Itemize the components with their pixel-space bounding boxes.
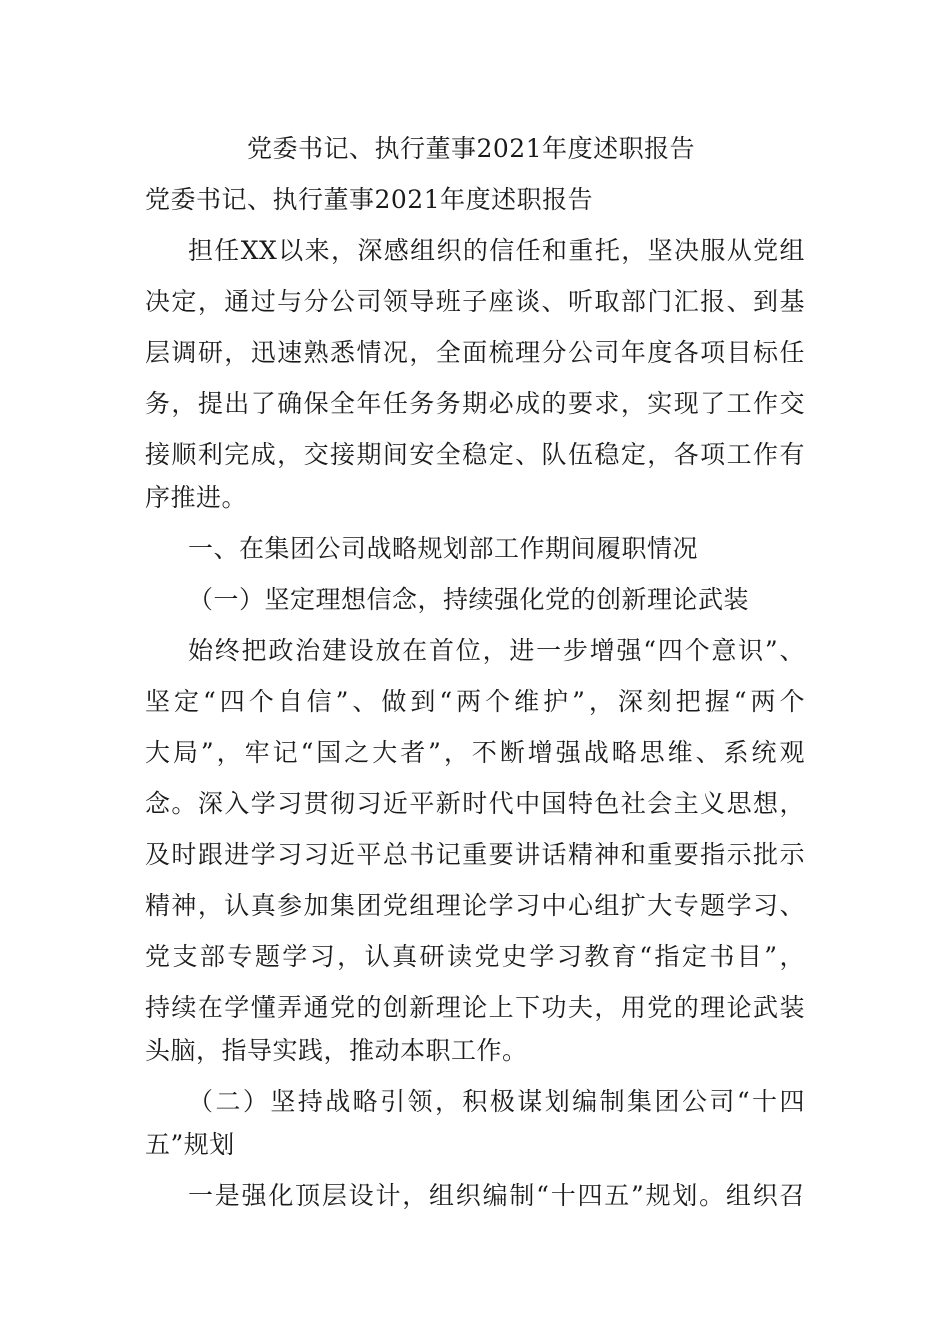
paragraph-line: 念。深入学习贯彻习近平新时代中国特色社会主义思想， (145, 789, 805, 818)
paragraph-line: 层调研，迅速熟悉情况，全面梳理分公司年度各项目标任 (145, 338, 805, 367)
paragraph-line: 坚定“四个自信”、做到“两个维护”，深刻把握“两个 (145, 687, 805, 716)
paragraph-line: 大局”，牢记“国之大者”，不断增强战略思维、系统观 (145, 738, 805, 767)
paragraph-line: 担任XX以来，深感组织的信任和重托，坚决服从党组 (188, 236, 805, 265)
paragraph-line: 始终把政治建设放在首位，进一步增强“四个意识”、 (188, 636, 805, 665)
paragraph-line: 及时跟进学习习近平总书记重要讲话精神和重要指示批示 (145, 840, 805, 869)
paragraph-line: 序推进。 (145, 483, 248, 512)
subsection-heading: （一）坚定理想信念，持续强化党的创新理论武装 (188, 585, 750, 614)
paragraph-line: 接顺利完成，交接期间安全稳定、队伍稳定，各项工作有 (145, 440, 805, 469)
document-subtitle: 党委书记、执行董事2021年度述职报告 (145, 185, 594, 214)
paragraph-line: 决定，通过与分公司领导班子座谈、听取部门汇报、到基 (145, 287, 805, 316)
document-title: 党委书记、执行董事2021年度述职报告 (247, 134, 696, 163)
section-heading: 一、在集团公司战略规划部工作期间履职情况 (188, 534, 699, 563)
subsection-heading: （二）坚持战略引领，积极谋划编制集团公司“十四 (188, 1087, 805, 1116)
subsection-heading: 五”规划 (145, 1130, 235, 1159)
paragraph-line: 党支部专题学习，认真研读党史学习教育“指定书目”， (145, 942, 805, 971)
paragraph-line: 头脑，指导实践，推动本职工作。 (145, 1036, 528, 1065)
paragraph-line: 精神，认真参加集团党组理论学习中心组扩大专题学习、 (145, 891, 805, 920)
paragraph-line: 务，提出了确保全年任务务期必成的要求，实现了工作交 (145, 389, 805, 418)
paragraph-line: 持续在学懂弄通党的创新理论上下功夫，用党的理论武装 (145, 993, 805, 1022)
paragraph-line: 一是强化顶层设计，组织编制“十四五”规划。组织召 (188, 1181, 805, 1210)
